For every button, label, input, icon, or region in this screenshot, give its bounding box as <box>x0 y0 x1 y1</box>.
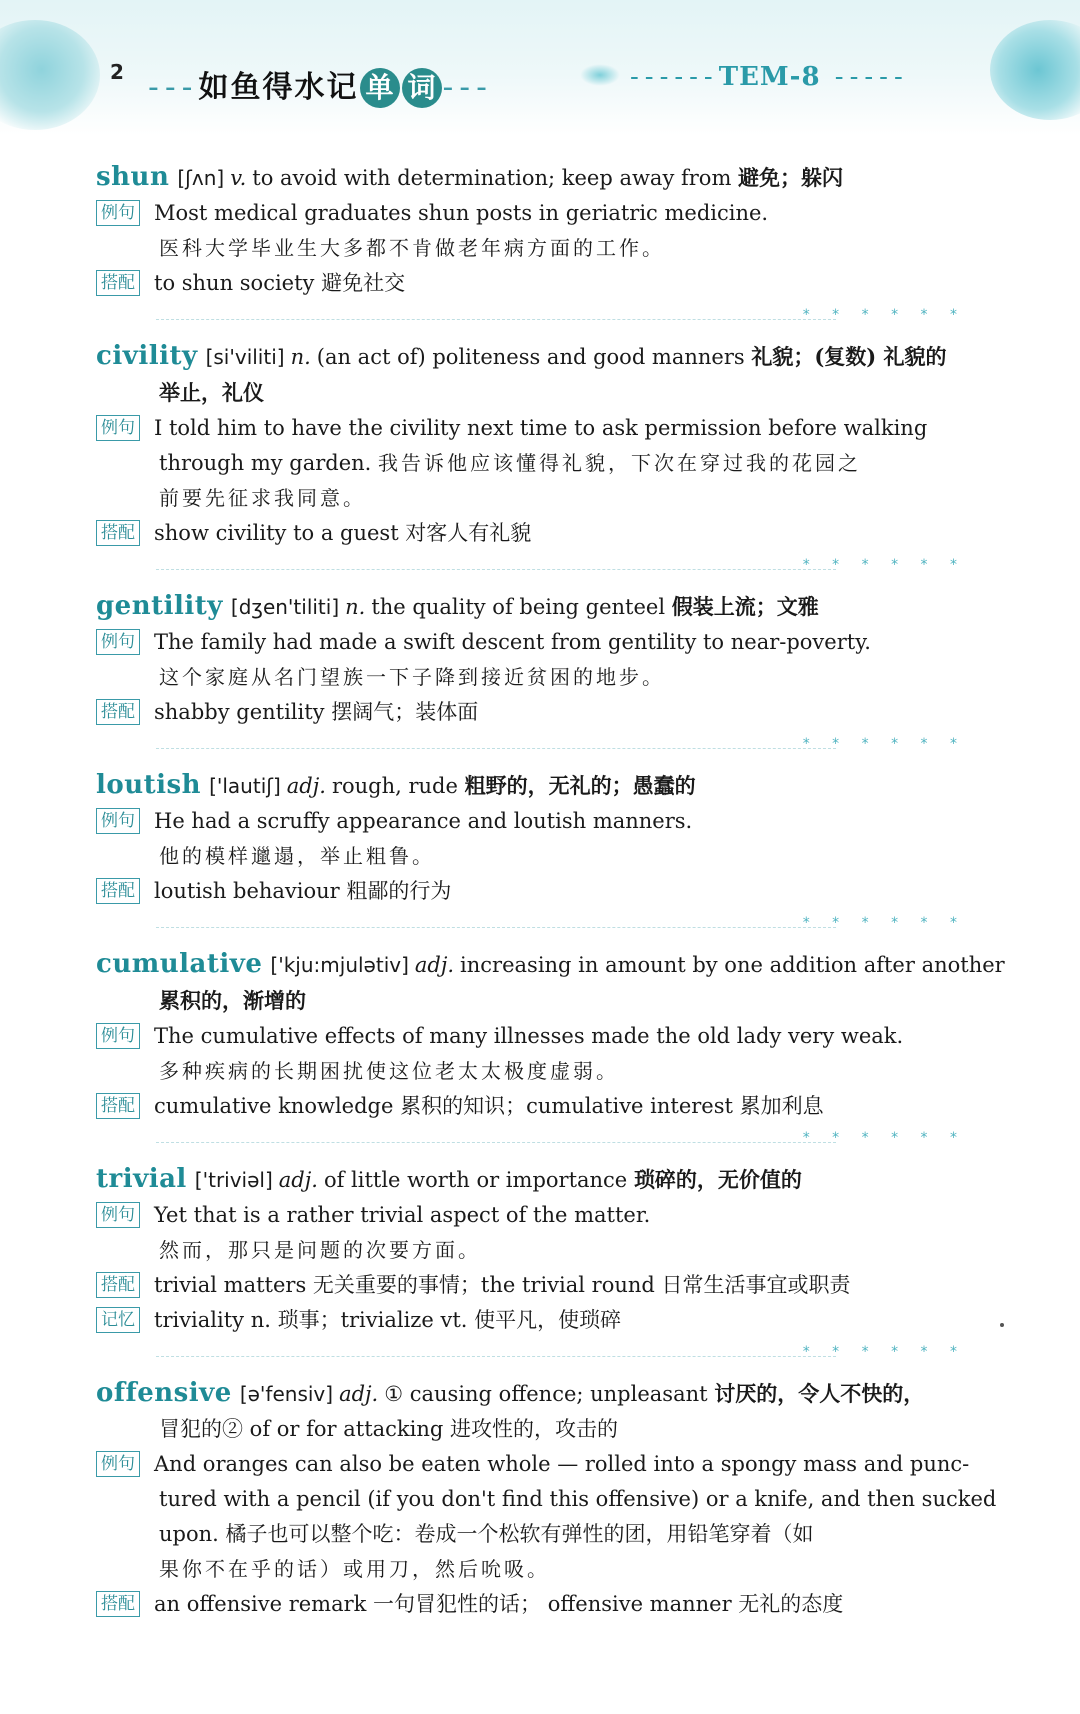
shell-decoration-right <box>990 20 1080 120</box>
definition: to avoid with determination; keep away from <box>252 166 732 190</box>
page-header <box>0 0 1080 135</box>
word-entry <box>96 947 1005 1124</box>
collocation-tag: 搭配 <box>96 1591 140 1617</box>
collocation: cumulative knowledge 累积的知识；cumulative interest 累加利息 <box>154 1094 824 1118</box>
entry-separator: * * * * * * <box>96 307 966 329</box>
collocation: an offensive remark 一句冒犯性的话； offensive manner 无礼的态度 <box>154 1592 844 1616</box>
definition-zh: 假装上流；文雅 <box>671 594 819 619</box>
example-tag: 例句 <box>96 1451 140 1477</box>
word-list <box>96 160 1005 1622</box>
definition-zh: 累积的，渐增的 <box>159 988 306 1013</box>
headword: shun <box>96 162 170 192</box>
definition-zh: 琐碎的，无价值的 <box>633 1167 802 1192</box>
book-title: ---如鱼得水记 单 词 --- <box>148 62 493 108</box>
example-zh: 医科大学毕业生大多都不肯做老年病方面的工作。 <box>159 236 665 260</box>
entry-separator: * * * * * * <box>96 736 966 758</box>
definition: rough, rude <box>331 774 458 798</box>
collocation-tag: 搭配 <box>96 520 140 546</box>
phonetic: [ə'fensiv] <box>239 1382 334 1406</box>
word-entry <box>96 339 966 551</box>
part-of-speech: adj. <box>278 1168 318 1192</box>
example-tag: 例句 <box>96 1202 140 1228</box>
example-en: Yet that is a rather trivial aspect of the matter. <box>154 1203 651 1227</box>
example-en: And oranges can also be eaten whole — rolled into a spongy mass and punc- <box>154 1452 970 1476</box>
example-tag: 例句 <box>96 200 140 226</box>
collocation-tag: 搭配 <box>96 878 140 904</box>
book-title-text: 如鱼得水记 <box>198 70 359 105</box>
part-of-speech: v. <box>230 166 247 190</box>
title-circled-char: 词 <box>402 68 442 108</box>
phonetic: ['triviəl] <box>194 1168 273 1192</box>
collocation-tag: 搭配 <box>96 270 140 296</box>
shell-decoration-left <box>0 20 100 130</box>
collocation-tag: 搭配 <box>96 1272 140 1298</box>
collocation: shabby gentility 摆阔气；装体面 <box>154 700 479 724</box>
example-zh: 然而，那只是问题的次要方面。 <box>159 1238 481 1262</box>
headword: cumulative <box>96 949 263 979</box>
word-entry <box>96 160 966 301</box>
definition: increasing in amount by one addition after another <box>460 953 1005 977</box>
memory-note: triviality n. 琐事；trivialize vt. 使平凡，使琐碎 <box>154 1308 622 1332</box>
part-of-speech: n. <box>345 595 366 619</box>
example-zh: 果你不在乎的话）或用刀，然后吮吸。 <box>159 1557 550 1581</box>
example-en-cont: tured with a pencil (if you don't find this offensive) or a knife, and then sucked <box>159 1487 997 1511</box>
example-tag: 例句 <box>96 629 140 655</box>
definition: the quality of being genteel <box>371 595 666 619</box>
collocation: loutish behaviour 粗鄙的行为 <box>154 879 452 903</box>
title-circled-char: 单 <box>360 68 400 108</box>
phonetic: ['kju:mjulətiv] <box>270 953 409 977</box>
headword: gentility <box>96 591 223 621</box>
definition-zh: 讨厌的，令人不快的， <box>714 1381 925 1406</box>
example-zh: 他的模样邋遢，举止粗鲁。 <box>159 844 435 868</box>
definition: of little worth or importance <box>323 1168 628 1192</box>
example-en: The family had made a swift descent from gentility to near-poverty. <box>154 630 871 654</box>
phonetic: [si'viliti] <box>205 345 285 369</box>
word-entry <box>96 768 966 909</box>
collocation-tag: 搭配 <box>96 699 140 725</box>
definition-cont: 冒犯的② of or for attacking 进攻性的，攻击的 <box>159 1417 619 1441</box>
word-entry <box>96 1376 997 1622</box>
example-tag: 例句 <box>96 1023 140 1049</box>
example-tag: 例句 <box>96 415 140 441</box>
entry-separator: * * * * * * <box>96 557 966 579</box>
fish-fin-decoration <box>580 64 620 86</box>
series-name: TEM-8 <box>718 62 821 92</box>
word-entry <box>96 1162 966 1338</box>
part-of-speech: adj. <box>286 774 326 798</box>
word-entry <box>96 589 966 730</box>
phonetic: [dʒen'tiliti] <box>230 595 340 619</box>
series-label: ------TEM-8 ----- <box>630 62 909 92</box>
headword: offensive <box>96 1378 232 1408</box>
part-of-speech: adj. <box>339 1382 379 1406</box>
phonetic: ['lautiʃ] <box>209 774 281 798</box>
definition: ① causing offence; unpleasant <box>384 1382 708 1406</box>
definition-zh: 避免；躲闪 <box>738 165 844 190</box>
example-en-cont: upon. 橘子也可以整个吃：卷成一个松软有弹性的团，用铅笔穿着（如 <box>159 1522 814 1546</box>
definition-zh: 粗野的，无礼的；愚蠢的 <box>464 773 696 798</box>
part-of-speech: adj. <box>414 953 455 977</box>
entry-separator: * * * * * * <box>96 1130 966 1152</box>
entry-separator: * * * * * * <box>96 1344 966 1366</box>
headword: civility <box>96 341 198 371</box>
margin-dot <box>1000 1323 1004 1327</box>
example-zh: 多种疾病的长期困扰使这位老太太极度虚弱。 <box>159 1059 619 1083</box>
collocation: show civility to a guest 对客人有礼貌 <box>154 521 532 545</box>
definition: (an act of) politeness and good manners <box>316 345 745 369</box>
collocation: to shun society 避免社交 <box>154 271 406 295</box>
page-number: 2 <box>110 60 124 84</box>
entry-separator: * * * * * * <box>96 915 966 937</box>
example-tag: 例句 <box>96 808 140 834</box>
example-en-cont: through my garden. <box>159 451 372 475</box>
example-en: He had a scruffy appearance and loutish manners. <box>154 809 693 833</box>
headword: trivial <box>96 1164 187 1194</box>
collocation: trivial matters 无关重要的事情；the trivial round 日常生活事宜或职责 <box>154 1273 851 1297</box>
definition-zh: 礼貌；(复数) 礼貌的 <box>751 344 947 369</box>
collocation-tag: 搭配 <box>96 1093 140 1119</box>
memory-tag: 记忆 <box>96 1307 140 1333</box>
example-en: The cumulative effects of many illnesses made the old lady very weak. <box>154 1024 904 1048</box>
example-en: I told him to have the civility next time to ask permission before walking <box>154 416 928 440</box>
example-en: Most medical graduates shun posts in geriatric medicine. <box>154 201 769 225</box>
phonetic: [ʃʌn] <box>177 166 225 190</box>
example-zh: 这个家庭从名门望族一下子降到接近贫困的地步。 <box>159 665 665 689</box>
example-zh-cont: 前要先征求我同意。 <box>159 486 366 510</box>
headword: loutish <box>96 770 202 800</box>
definition-zh-cont: 举止，礼仪 <box>159 380 264 405</box>
example-zh: 我告诉他应该懂得礼貌，下次在穿过我的花园之 <box>378 451 862 475</box>
part-of-speech: n. <box>290 345 311 369</box>
